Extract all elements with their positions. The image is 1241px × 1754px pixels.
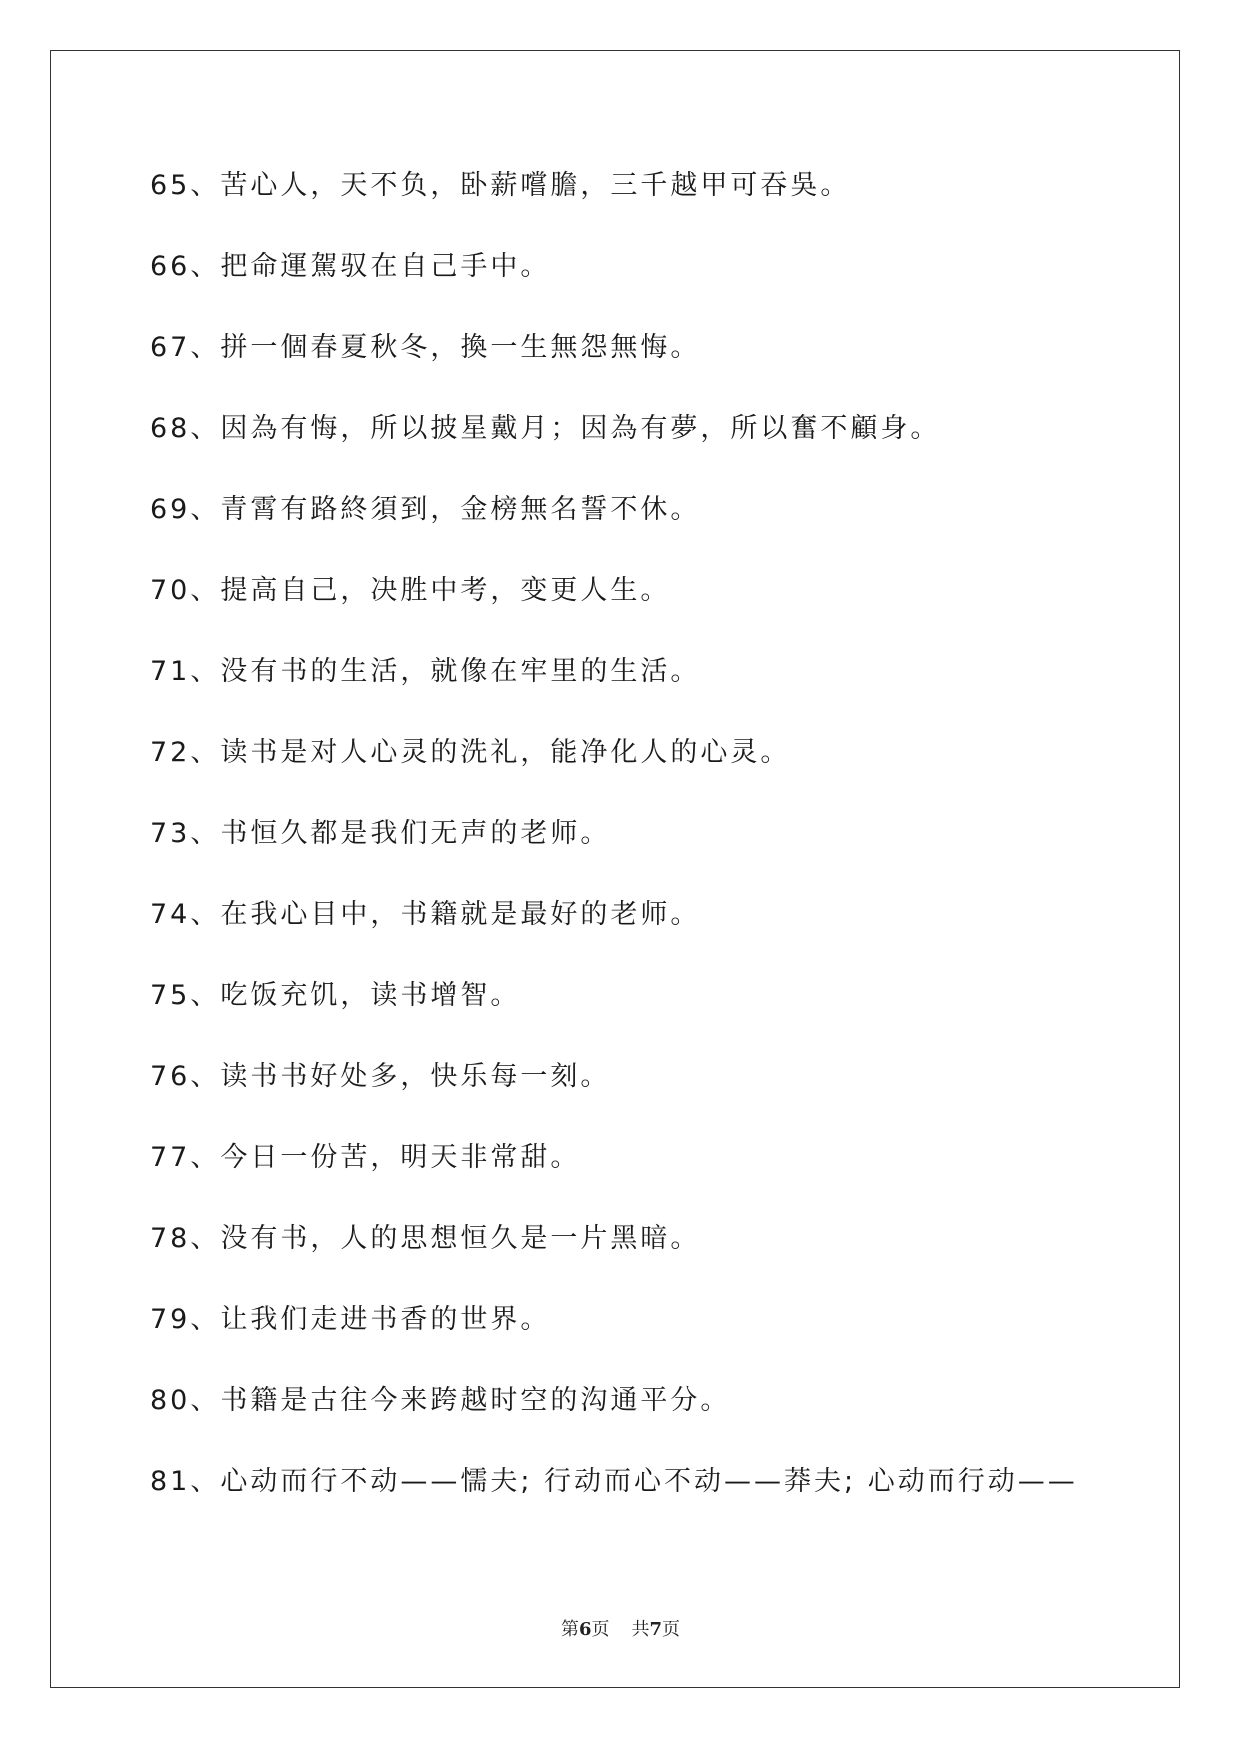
footer-total-number: 7	[649, 1619, 663, 1640]
page-footer	[0, 1615, 1241, 1641]
quote-line-79: 79、让我们走进书香的世界。	[150, 1304, 551, 1335]
quote-line-69: 69、青霄有路終須到，金榜無名誓不休。	[150, 494, 701, 525]
quote-line-67: 67、拼一個春夏秋冬，換一生無怨無悔。	[150, 332, 701, 363]
quote-line-78: 78、没有书，人的思想恒久是一片黑暗。	[150, 1223, 701, 1254]
footer-page-suffix: 页	[591, 1619, 610, 1640]
quote-line-72: 72、读书是对人心灵的洗礼，能净化人的心灵。	[150, 737, 791, 768]
quote-line-66: 66、把命運駕驭在自己手中。	[150, 251, 551, 282]
quote-line-65: 65、苦心人，天不负，卧薪嚐膽，三千越甲可吞吳。	[150, 170, 851, 201]
quote-line-70: 70、提高自己，决胜中考，变更人生。	[150, 575, 671, 606]
quote-line-75: 75、吃饭充饥，读书增智。	[150, 980, 521, 1011]
quote-line-73: 73、书恒久都是我们无声的老师。	[150, 818, 611, 849]
quote-line-77: 77、今日一份苦，明天非常甜。	[150, 1142, 581, 1173]
quote-line-74: 74、在我心目中，书籍就是最好的老师。	[150, 899, 701, 930]
quote-line-81: 81、心动而行不动——懦夫; 行动而心不动——莽夫; 心动而行动——	[150, 1466, 1078, 1497]
quote-list	[150, 168, 1110, 1545]
quote-line-80: 80、书籍是古往今来跨越时空的沟通平分。	[150, 1385, 731, 1416]
quote-line-71: 71、没有书的生活，就像在牢里的生活。	[150, 656, 701, 687]
quote-line-68: 68、因為有悔，所以披星戴月；因為有夢，所以奮不顧身。	[150, 413, 941, 444]
footer-page-number: 6	[578, 1619, 592, 1640]
footer-page-prefix: 第	[560, 1619, 579, 1640]
footer-total-suffix: 页	[662, 1619, 681, 1640]
quote-line-76: 76、读书书好处多，快乐每一刻。	[150, 1061, 611, 1092]
footer-total-prefix: 共	[631, 1619, 650, 1640]
